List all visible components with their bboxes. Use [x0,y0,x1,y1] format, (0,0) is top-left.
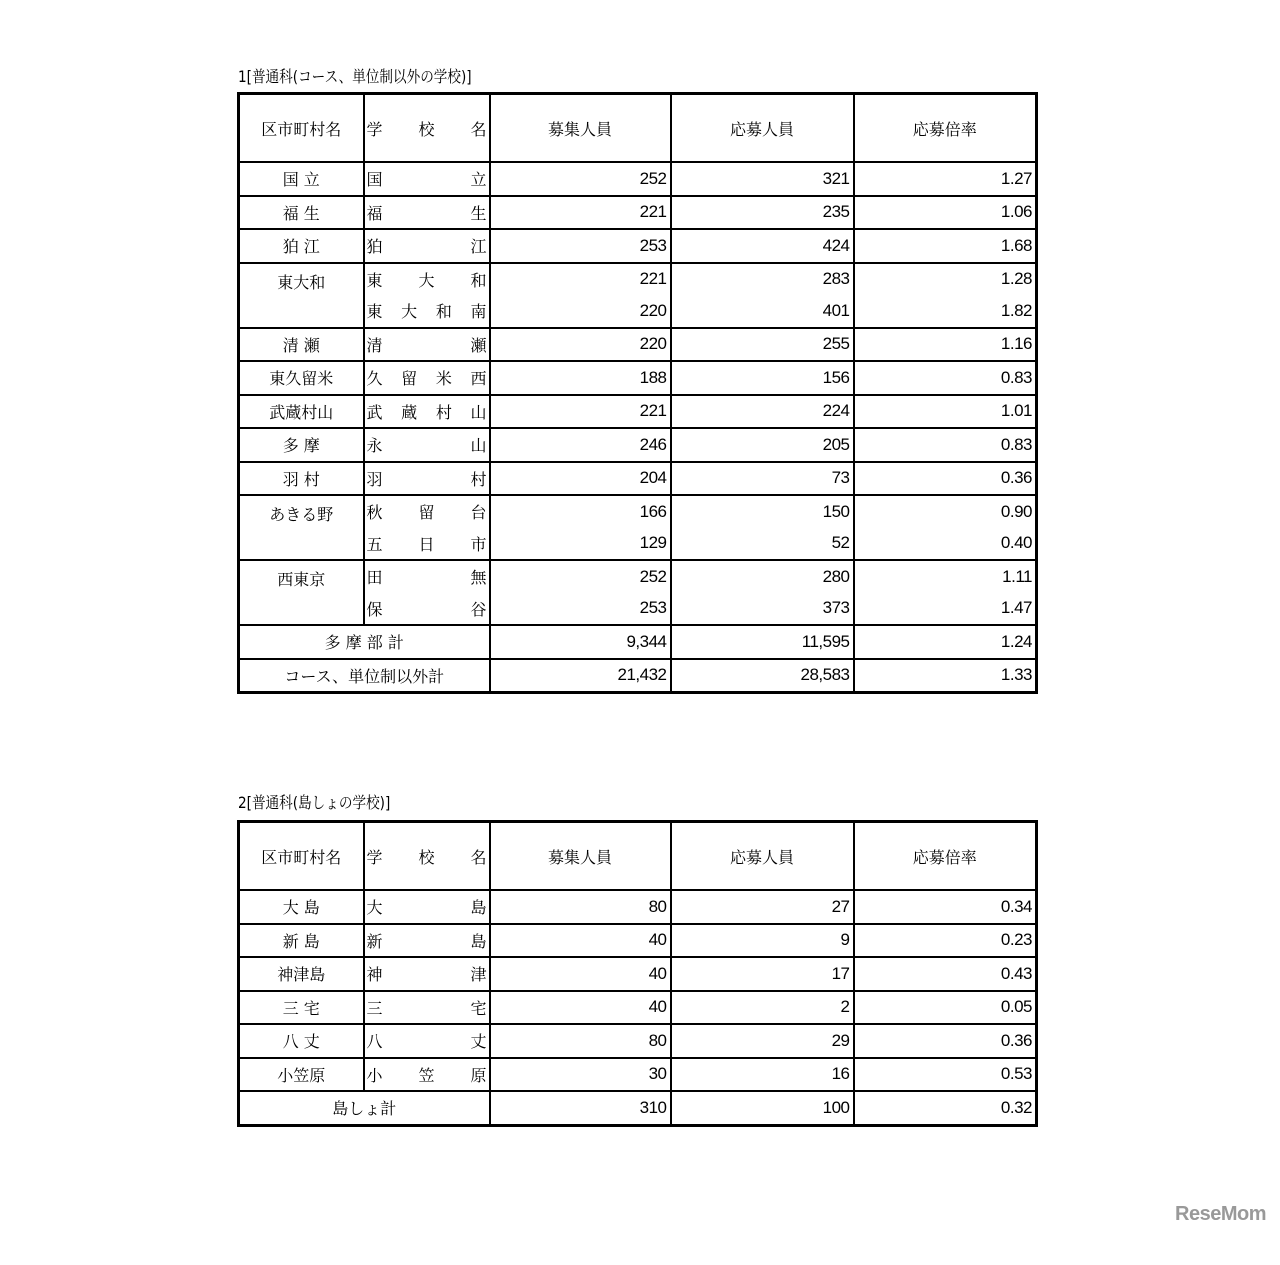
district-cell: 多 摩 [239,428,364,462]
table-row [239,162,1037,196]
applicants-cell: 2 [671,991,854,1025]
header-ratio: 応募倍率 [854,94,1037,163]
table-row [239,428,1037,462]
total-row [239,1091,1037,1125]
total-applicants: 100 [671,1091,854,1125]
table1 [237,92,1038,694]
total-row [239,659,1037,693]
table-row [239,1058,1037,1092]
applicants-cell: 150 [671,495,854,528]
capacity-cell: 80 [490,890,671,924]
school-name-cell: 大島 [364,890,490,924]
total-capacity: 310 [490,1091,671,1125]
table-row [239,924,1037,958]
school-name-cell: 清瀬 [364,328,490,362]
resemom-watermark: ReseMom [1175,1203,1266,1225]
district-cell: 福 生 [239,196,364,230]
school-name-cell: 国立 [364,162,490,196]
capacity-cell: 246 [490,428,671,462]
applicants-cell: 321 [671,162,854,196]
header-capacity: 募集人員 [490,822,671,891]
header-school: 学 校 名 [364,94,490,163]
capacity-cell: 129 [490,528,671,561]
ratio-cell: 0.90 [854,495,1037,528]
capacity-cell: 221 [490,263,671,296]
school-name-cell: 東大和南 [364,295,490,328]
school-name-cell: 新島 [364,924,490,958]
applicants-cell: 27 [671,890,854,924]
capacity-cell: 221 [490,395,671,429]
total-label: コース、単位制以外計 [239,659,490,693]
table-row [239,462,1037,496]
table-row [239,957,1037,991]
applicants-cell: 235 [671,196,854,230]
ratio-cell: 1.06 [854,196,1037,230]
table-row [239,1024,1037,1058]
header-applicants: 応募人員 [671,94,854,163]
ratio-cell: 1.27 [854,162,1037,196]
capacity-cell: 40 [490,924,671,958]
capacity-cell: 221 [490,196,671,230]
applicants-cell: 73 [671,462,854,496]
district-cell: 八 丈 [239,1024,364,1058]
school-name-cell: 神津 [364,957,490,991]
school-name-cell: 久留米西 [364,361,490,395]
header-row [239,822,1037,891]
school-name-cell: 小笠原 [364,1058,490,1092]
table-row [239,560,1037,593]
school-name-cell: 八丈 [364,1024,490,1058]
capacity-cell: 220 [490,295,671,328]
applicants-cell: 17 [671,957,854,991]
capacity-cell: 30 [490,1058,671,1092]
ratio-cell: 1.68 [854,229,1037,263]
table-row [239,991,1037,1025]
district-cell: 羽 村 [239,462,364,496]
district-cell: 東大和 [239,263,364,328]
district-cell: 西東京 [239,560,364,625]
school-name-cell: 田無 [364,560,490,593]
header-district: 区市町村名 [239,822,364,891]
ratio-cell: 1.01 [854,395,1037,429]
ratio-cell: 0.36 [854,462,1037,496]
total-ratio: 1.33 [854,659,1037,693]
capacity-cell: 40 [490,991,671,1025]
applicants-cell: 280 [671,560,854,593]
table-row [239,229,1037,263]
header-district: 区市町村名 [239,94,364,163]
applicants-cell: 16 [671,1058,854,1092]
total-ratio: 0.32 [854,1091,1037,1125]
capacity-cell: 253 [490,593,671,626]
total-capacity: 21,432 [490,659,671,693]
capacity-cell: 80 [490,1024,671,1058]
applicants-cell: 205 [671,428,854,462]
district-cell: あきる野 [239,495,364,560]
school-name-cell: 保谷 [364,593,490,626]
district-cell: 三 宅 [239,991,364,1025]
ratio-cell: 0.34 [854,890,1037,924]
table-row [239,890,1037,924]
header-ratio: 応募倍率 [854,822,1037,891]
school-name-cell: 武蔵村山 [364,395,490,429]
table-row [239,395,1037,429]
total-row [239,625,1037,659]
ratio-cell: 1.11 [854,560,1037,593]
applicants-cell: 156 [671,361,854,395]
school-name-cell: 福生 [364,196,490,230]
school-name-cell: 東大和 [364,263,490,296]
ratio-cell: 1.82 [854,295,1037,328]
total-applicants: 28,583 [671,659,854,693]
district-cell: 小笠原 [239,1058,364,1092]
district-cell: 神津島 [239,957,364,991]
ratio-cell: 0.83 [854,361,1037,395]
capacity-cell: 166 [490,495,671,528]
district-cell: 大 島 [239,890,364,924]
total-applicants: 11,595 [671,625,854,659]
district-cell: 清 瀬 [239,328,364,362]
district-cell: 狛 江 [239,229,364,263]
ratio-cell: 0.23 [854,924,1037,958]
applicants-cell: 255 [671,328,854,362]
district-cell: 東久留米 [239,361,364,395]
district-cell: 国 立 [239,162,364,196]
total-label: 島しょ計 [239,1091,490,1125]
header-capacity: 募集人員 [490,94,671,163]
table-row [239,196,1037,230]
district-cell: 新 島 [239,924,364,958]
header-applicants: 応募人員 [671,822,854,891]
header-school: 学 校 名 [364,822,490,891]
capacity-cell: 40 [490,957,671,991]
total-capacity: 9,344 [490,625,671,659]
district-cell: 武蔵村山 [239,395,364,429]
capacity-cell: 204 [490,462,671,496]
table2 [237,820,1038,1127]
applicants-cell: 29 [671,1024,854,1058]
school-name-cell: 羽村 [364,462,490,496]
ratio-cell: 0.53 [854,1058,1037,1092]
applicants-cell: 283 [671,263,854,296]
capacity-cell: 253 [490,229,671,263]
school-name-cell: 五日市 [364,528,490,561]
ratio-cell: 0.43 [854,957,1037,991]
table2-title: 2[普通科(島しょの学校)] [238,793,391,812]
school-name-cell: 永山 [364,428,490,462]
school-name-cell: 秋留台 [364,495,490,528]
table-row [239,361,1037,395]
applicants-cell: 424 [671,229,854,263]
table-row [239,495,1037,528]
table1-title: 1[普通科(コース、単位制以外の学校)] [238,67,472,86]
capacity-cell: 188 [490,361,671,395]
table-row [239,328,1037,362]
applicants-cell: 52 [671,528,854,561]
total-label: 多 摩 部 計 [239,625,490,659]
ratio-cell: 0.05 [854,991,1037,1025]
school-name-cell: 狛江 [364,229,490,263]
ratio-cell: 0.83 [854,428,1037,462]
ratio-cell: 1.47 [854,593,1037,626]
applicants-cell: 9 [671,924,854,958]
ratio-cell: 0.40 [854,528,1037,561]
ratio-cell: 1.16 [854,328,1037,362]
total-ratio: 1.24 [854,625,1037,659]
school-name-cell: 三宅 [364,991,490,1025]
table-row [239,263,1037,296]
ratio-cell: 0.36 [854,1024,1037,1058]
capacity-cell: 252 [490,162,671,196]
capacity-cell: 220 [490,328,671,362]
applicants-cell: 373 [671,593,854,626]
capacity-cell: 252 [490,560,671,593]
header-row [239,94,1037,163]
applicants-cell: 401 [671,295,854,328]
applicants-cell: 224 [671,395,854,429]
ratio-cell: 1.28 [854,263,1037,296]
